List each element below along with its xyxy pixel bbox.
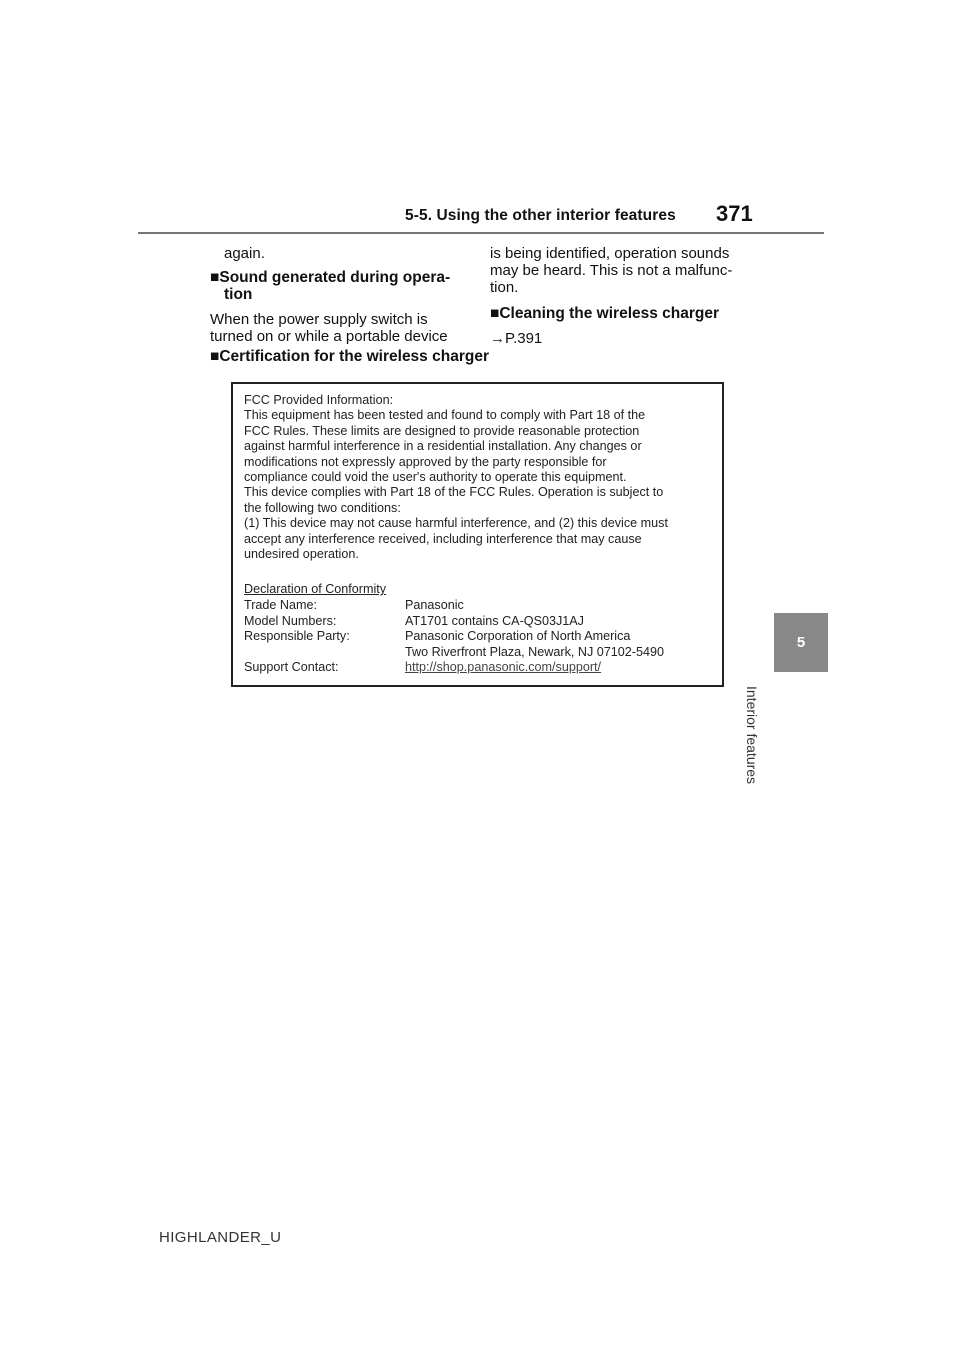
declaration-title: Declaration of Conformity	[244, 582, 387, 596]
fcc-line: modifications not expressly approved by the party responsible for	[244, 454, 607, 469]
fcc-line: against harmful interference in a residential installation. Any changes or	[244, 439, 642, 454]
sound-heading-line2: tion	[224, 286, 253, 303]
trade-name-value: Panasonic	[405, 598, 464, 612]
chapter-side-label	[743, 686, 812, 836]
model-numbers-value: AT1701 contains CA-QS03J1AJ	[405, 614, 584, 628]
right-column	[490, 245, 780, 347]
cleaning-heading: ■Cleaning the wireless charger	[490, 305, 720, 322]
header-section-title: 5-5. Using the other interior features	[405, 207, 676, 224]
certification-heading: ■Certification for the wireless charger	[210, 348, 489, 365]
page-number: 371	[716, 201, 753, 226]
header-rule	[138, 232, 824, 234]
fcc-line: (1) This device may not cause harmful interference, and (2) this device must	[244, 516, 668, 531]
certificate-text	[244, 393, 714, 562]
fcc-line: This equipment has been tested and found to comply with Part 18 of the	[244, 408, 646, 423]
chapter-label-text: Interior features	[743, 686, 760, 785]
support-contact-label: Support Contact:	[244, 660, 339, 674]
trade-name-label: Trade Name:	[244, 598, 318, 612]
sound-body-line1: When the power supply switch is	[210, 311, 428, 328]
responsible-party-value-line1: Panasonic Corporation of North America	[405, 629, 631, 643]
responsible-party-value-line2: Two Riverfront Plaza, Newark, NJ 07102-5490	[405, 645, 664, 659]
sound-heading	[210, 269, 480, 303]
left-column	[210, 245, 480, 345]
continuation-text: again.	[224, 245, 265, 262]
chapter-number: 5	[796, 634, 806, 651]
fcc-line: undesired operation.	[244, 547, 359, 562]
right-body-line1: is being identified, operation sounds	[490, 245, 730, 262]
right-body-line2: may be heard. This is not a malfunc-	[490, 262, 733, 279]
responsible-party-label: Responsible Party:	[244, 629, 350, 643]
fcc-line: This device complies with Part 18 of the FCC Rules. Operation is subject to	[244, 485, 664, 500]
chapter-tab	[774, 613, 828, 672]
sound-body	[210, 311, 480, 345]
support-contact-link[interactable]: http://shop.panasonic.com/support/	[405, 660, 602, 674]
footer-model-code: HIGHLANDER_U	[159, 1229, 282, 1246]
fcc-line: the following two conditions:	[244, 500, 401, 515]
model-numbers-label: Model Numbers:	[244, 614, 337, 628]
sound-body-line2: turned on or while a portable device	[210, 328, 448, 345]
fcc-line: accept any interference received, including interference that may cause	[244, 531, 642, 546]
fcc-line: FCC Rules. These limits are designed to provide reasonable protection	[244, 423, 640, 438]
fcc-line: compliance could void the user's authority to operate this equipment.	[244, 470, 627, 485]
cleaning-page-reference[interactable]: →P.391	[490, 330, 543, 347]
right-body-line3: tion.	[490, 279, 519, 296]
fcc-line: FCC Provided Information:	[244, 393, 394, 407]
sound-heading-line1: ■Sound generated during opera-	[210, 269, 451, 286]
